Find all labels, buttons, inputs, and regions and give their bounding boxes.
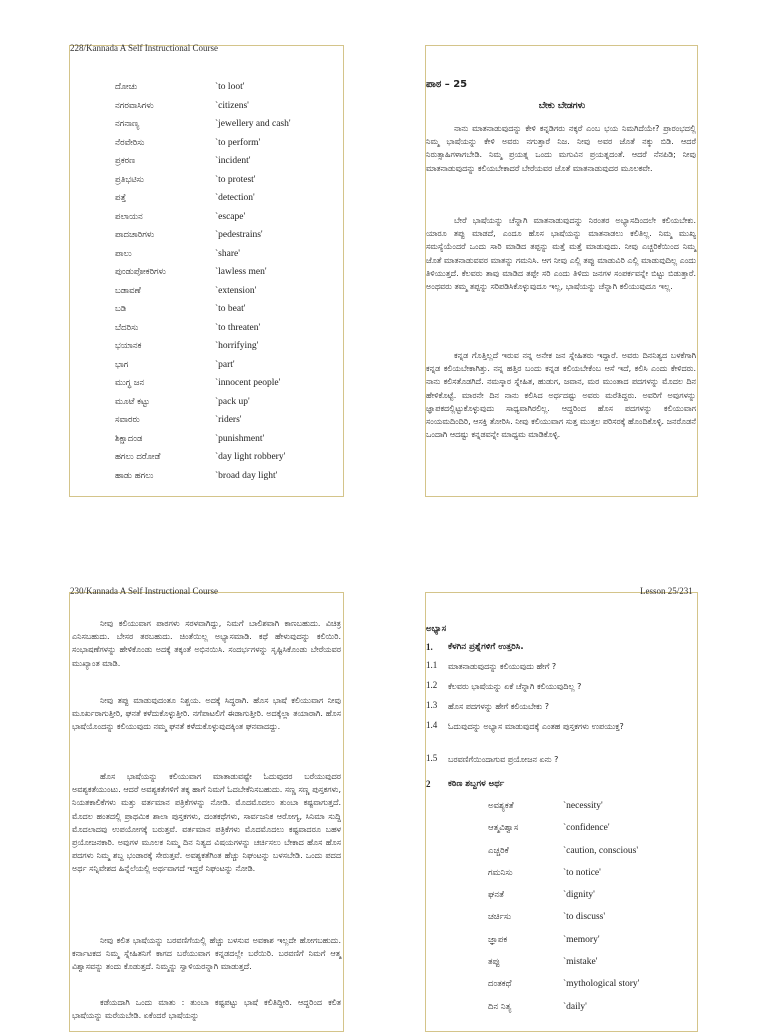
vocab-row <box>488 996 639 1018</box>
vocab-row <box>115 171 291 190</box>
vocab-row <box>115 374 291 393</box>
vocab-term: ನಗರವಾಸಿಗಳು <box>115 100 154 111</box>
vocab-list-231 <box>488 795 639 1018</box>
vocab-term: ದೋಚು <box>115 82 138 92</box>
vocab-row <box>488 973 639 995</box>
vocab-meaning: `day light robbery' <box>215 452 286 462</box>
vocab-row <box>115 226 291 245</box>
section-number: 2 <box>426 779 431 789</box>
vocab-meaning: `punishment' <box>215 433 265 444</box>
vocab-term: ಬೆದರಿಸು <box>115 322 139 333</box>
vocab-term: ಪ್ರಕರಣ <box>115 156 136 166</box>
question-text: ಓದುವುದನ್ನು ಅಭ್ಯಾಸ ಮಾಡುವುದಕ್ಕೆ ಎಂತಹ ಪುಸ್ತಕಗಳು ಉಪಯುಕ್ತ? <box>448 722 624 731</box>
vocab-row <box>488 817 639 839</box>
vocab-term: ಹಗಲು ದರೋಡೆ <box>115 452 161 462</box>
vocab-meaning: `escape' <box>215 211 246 222</box>
vocab-row <box>488 906 639 928</box>
vocab-meaning: `dignity' <box>563 890 595 901</box>
vocab-term: ಗಮನಿಸು <box>488 867 513 878</box>
question-1-2 <box>426 680 694 693</box>
vocab-row <box>115 319 291 338</box>
vocab-meaning: `daily' <box>563 1001 587 1012</box>
vocab-meaning: `caution, conscious' <box>563 845 639 856</box>
vocab-term: ಘನತೆ <box>488 890 504 901</box>
paragraph: ಕಡೆಯದಾಗಿ ಒಂದು ಮಾತು : ತುಂಬಾ ಕಷ್ಟಪಟ್ಟು ಭಾಷೆ ಕಲಿತಿದ್ದೀರಿ. ಆದ್ದರಿಂದ ಕಲಿತ ಭಾಷೆಯನ್ನು ಮರೆಯಬೇಡಿ. ಏಕೆಂದರೆ ಭಾಷೆಯನ್ನು <box>72 998 341 1021</box>
vocab-term: ಮುಗ್ಧ ಜನ <box>115 378 145 388</box>
question-1-5 <box>426 753 694 766</box>
vocab-term: ಎಚ್ಚರಿಕೆ <box>488 845 509 856</box>
vocab-term: ಆತ್ಮವಿಶ್ವಾಸ <box>488 823 519 834</box>
vocab-term: ಚರ್ಚಿಸು <box>488 912 512 923</box>
vocab-meaning: `to perform' <box>215 137 261 148</box>
vocab-meaning: `to discuss' <box>563 912 606 923</box>
vocab-term: ಬಡಿ <box>115 304 127 314</box>
vocab-meaning: `mythological story' <box>563 979 640 990</box>
section-number: 1. <box>426 642 433 652</box>
page-header-228: 228/Kannada A Self Instructional Course <box>70 43 218 53</box>
question-number: 1.2 <box>426 680 438 690</box>
vocab-term: ಜ್ಞಾಪಕ <box>488 934 508 945</box>
vocab-term: ಪಾಲು <box>115 248 132 259</box>
vocab-meaning: `to threaten' <box>215 322 261 333</box>
vocab-meaning: `horrifying' <box>215 341 259 351</box>
vocab-meaning: `to loot' <box>215 82 245 92</box>
vocab-list-228 <box>115 78 291 485</box>
vocab-term: ನಗನಾಣ್ಯ <box>115 119 140 129</box>
vocab-meaning: `innocent people' <box>215 378 281 388</box>
vocab-meaning: `detection' <box>215 193 255 203</box>
vocab-row <box>115 152 291 171</box>
vocab-term: ಪುಂಡುಪೋಕರಿಗಳು <box>115 267 166 277</box>
paragraph: ನಾನು ಮಾತನಾಡುವುದನ್ನು ಕೇಳಿ ಕನ್ನಡಿಗರು ನಕ್ಕರೆ ಎಂಬ ಭಯ ನಿಮಗಿದೆಯೇ? ಪ್ರಾರಂಭದಲ್ಲಿ ನಿಮ್ಮ ಭಾಷೆಯನ್ನು ಕೇಳಿ ಅವರು ನಗುತ್ತಾರೆ ನಿಜ. ನೀವು ಅವರ ಜೊತೆ ನಕ್ಕು ಬಿಡಿ. ಆದರೆ ನಿರುತ್ಸಾಹಿಗಳಾಗಬೇಡಿ. ನಿಮ್ಮ ಪ್ರಯತ್ನ ಒಂದು ಮಗುವಿನ ಪ್ರಯತ್ನದಂತೆ. ಆದರೆ ನೆನಪಿಡಿ; ನೀವು ಮಾತನಾಡುವುದನ್ನು ಕಲಿಯಬೇಕಾದರೆ ಬೇರೆಯವರ ಜೊತೆ ಮಾತನಾಡುವುದರ ಮೂಲಕವೇ. <box>426 124 696 173</box>
question-text: ಕೆಲವರು ಭಾಷೆಯನ್ನು ಏಕೆ ಚೆನ್ನಾಗಿ ಕಲಿಯುವುದಿಲ್ಲ ? <box>448 682 582 691</box>
vocab-row <box>115 356 291 375</box>
vocab-meaning: `memory' <box>563 934 600 945</box>
section-title: ಕಠಿಣ ಶಬ್ದಗಳ ಅರ್ಥ <box>448 779 505 789</box>
vocab-meaning: `to beat' <box>215 304 246 314</box>
question-1-1 <box>426 660 694 673</box>
vocab-row <box>115 245 291 264</box>
question-1-4 <box>426 720 694 733</box>
paragraph: ಬೇರೆ ಭಾಷೆಯನ್ನು ಚೆನ್ನಾಗಿ ಮಾತನಾಡುವುದನ್ನು ನಿರಂತರ ಅಭ್ಯಾಸದಿಂದಲೇ ಕಲಿಯಬೇಕು. ಯಾರೂ ತಪ್ಪು ಮಾಡದೆ, ಎಂದೂ ಹೊಸ ಭಾಷೆಯನ್ನು ಮಾತನಾಡಲು ಕಲಿತಿಲ್ಲ. ನಿಮ್ಮ ಮುಖ್ಯ ಸಮಸ್ಯೆಯೆಂದರೆ ಒಂದು ಸಾರಿ ಮಾಡಿದ ತಪ್ಪನ್ನು ಮತ್ತೆ ಮತ್ತೆ ಮಾಡುವುದು. ನೀವು ಎಚ್ಚರಿಕೆಯಿಂದ ನಿಮ್ಮ ಜೊತೆ ಮಾತನಾಡುವವರ ಮಾತನ್ನು ಗಮನಿಸಿ. ಆಗ ನೀವು ಎಲ್ಲಿ ತಪ್ಪು ಮಾಡುವಿರಿ ಎಲ್ಲಿ ಮಾಡುವುದಿಲ್ಲ ಎಂದು ತಿಳಿಯುತ್ತದೆ. ಕೆಲವರು ತಾವು ಮಾಡಿದ ತಪ್ಪೇ ಸರಿ ಎಂದು ತಿಳಿದು ಜನಗಳ ಸಂಪರ್ಕವನ್ನೇ ಬಿಟ್ಟು ಬಿಡುತ್ತಾರೆ. ಅಂಥವರು ತಮ್ಮ ತಪ್ಪನ್ನು ಸರಿಪಡಿಸಿಕೊಳ್ಳುವುದೂ ಇಲ್ಲ, ಭಾಷೆಯನ್ನು ಚೆನ್ನಾಗಿ ಕಲಿಯುವುದೂ ಇಲ್ಲ. <box>426 216 696 292</box>
vocab-term: ಭಯಾನಕ <box>115 341 142 351</box>
vocab-meaning: `riders' <box>215 415 242 425</box>
section-title: ಕೆಳಗಿನ ಪ್ರಶ್ನೆಗಳಿಗೆ ಉತ್ತರಿಸಿ. <box>448 642 524 652</box>
question-number: 1.5 <box>426 753 438 763</box>
vocab-term: ಅವಶ್ಯಕತೆ <box>488 801 514 811</box>
vocab-meaning: `extension' <box>215 285 257 296</box>
vocab-term: ದಿನ ನಿತ್ಯ <box>488 1001 512 1012</box>
vocab-row <box>488 951 639 973</box>
vocab-term: ಬಡಾವಣೆ <box>115 285 141 296</box>
paragraph: ನೀವು ತಪ್ಪು ಮಾಡುವುದಂತೂ ನಿಶ್ಚಯ. ಅದಕ್ಕೆ ಸಿದ್ಧರಾಗಿ. ಹೊಸ ಭಾಷೆ ಕಲಿಯುವಾಗ ನೀವು ಮೂರ್ಖರಾಗುತ್ತೀರಿ, ಘನತೆ ಕಳೆದುಕೊಳ್ಳುತ್ತೀರಿ. ನಗೆಪಾಟಲಿಗೆ ಈಡಾಗುತ್ತೀರಿ. ಅದಕ್ಕೆಲ್ಲಾ ತಯಾರಾಗಿ. ಹೊಸ ಭಾಷೆಯೊಂದನ್ನು ಕಲಿಯುವುದು ನಮ್ಮ ಘನತೆ ಕಳೆದುಕೊಳ್ಳುವುದಕ್ಕಿಂತ ಘನವಾದದ್ದು. <box>72 696 341 732</box>
vocab-row <box>488 795 639 817</box>
vocab-meaning: `share' <box>215 248 240 259</box>
question-text: ಬರವಣಿಗೆಯಿಂದಾಗುವ ಪ್ರಯೋಜನ ಏನು ? <box>448 755 559 764</box>
question-1-3 <box>426 700 694 713</box>
question-text: ಮಾತನಾಡುವುದನ್ನು ಕಲಿಯುವುದು ಹೇಗೆ ? <box>448 662 557 671</box>
vocab-row <box>488 840 639 862</box>
vocab-meaning: `part' <box>215 359 235 370</box>
vocab-term: ದಂತಕಥೆ <box>488 979 512 990</box>
paragraph: ನೀವು ಕಲಿತ ಭಾಷೆಯನ್ನು ಬರವಣಿಗೆಯಲ್ಲಿ ಹೆಚ್ಚು ಬಳಸುವ ಅವಕಾಶ ಇಲ್ಲದೇ ಹೋಗಬಹುದು. ಕರ್ನಾಟಕದ ನಿಮ್ಮ ಸ್ನೇಹಿತನಿಗೆ ಕಾಗದ ಬರೆಯುವಾಗ ಕನ್ನಡದಲ್ಲೇ ಬರೆಯಿರಿ. ಬರವಣಿಗೆ ನಿಮಗೆ ಆತ್ಮ ವಿಶ್ವಾಸವನ್ನು ತಂದು ಕೊಡುತ್ತದೆ. ನಿಮ್ಮನ್ನು ಸ್ವಾಳಿಯರನ್ನಾಗಿ ಮಾಡುತ್ತದೆ. <box>72 936 341 972</box>
vocab-row <box>115 97 291 116</box>
vocab-row <box>115 448 291 467</box>
page-header-230: 230/Kannada A Self Instructional Course <box>70 586 218 596</box>
vocab-term: ತಪ್ಪು <box>488 957 501 968</box>
vocab-meaning: `broad day light' <box>215 470 278 481</box>
vocab-term: ಪಾದಚಾರಿಗಳು <box>115 230 155 240</box>
vocab-meaning: `pack up' <box>215 396 250 407</box>
vocab-row <box>115 430 291 449</box>
vocab-row <box>115 208 291 227</box>
exercise-heading: ಅಭ್ಯಾಸ <box>426 624 447 634</box>
vocab-term: ಪ್ರತಿಭಟಿಸು <box>115 174 144 185</box>
vocab-row <box>115 78 291 97</box>
vocab-term: ಮೂಟೆ ಕಟ್ಟು <box>115 396 150 407</box>
vocab-meaning: `incident' <box>215 156 251 166</box>
vocab-meaning: `to protest' <box>215 174 256 185</box>
section-heading-2 <box>426 779 504 789</box>
vocab-row <box>115 300 291 319</box>
vocab-term: ಪಲಾಯನ <box>115 211 143 222</box>
vocab-term: ಹಾಡು ಹಗಲು <box>115 470 154 481</box>
vocab-term: ಶಿಕ್ಷಾದಂಡ <box>115 433 143 444</box>
vocab-row <box>115 393 291 412</box>
question-number: 1.4 <box>426 720 438 730</box>
vocab-term: ಭಾಗ <box>115 359 129 370</box>
vocab-meaning: `mistake' <box>563 957 598 968</box>
question-number: 1.1 <box>426 660 438 670</box>
vocab-term: ನೆರವೇರಿಸು <box>115 137 145 148</box>
section-heading-1 <box>426 642 524 652</box>
lesson-title: ಪಾಠ – 25 <box>426 79 468 90</box>
question-number: 1.3 <box>426 700 438 710</box>
vocab-meaning: `confidence' <box>563 823 610 834</box>
vocab-row <box>115 411 291 430</box>
vocab-meaning: `lawless men' <box>215 267 267 277</box>
vocab-meaning: `necessity' <box>563 801 603 811</box>
paragraph: ಹೊಸ ಭಾಷೆಯನ್ನು ಕಲಿಯುವಾಗ ಮಾತಾಡುವಷ್ಟೇ ಓದುವುದರ ಬರೆಯುವುದರ ಅವಶ್ಯಕತೆಯುಂಟು. ಆದರೆ ಅವಶ್ಯಕತೆಗಳಿಗೆ ತಕ್ಕ ಹಾಗೆ ನಿಮಗೆ ಓದಬೇಕೆನಿಸಬಹುದು. ಸಣ್ಣ ಸಣ್ಣ ಪುಸ್ತಕಗಳು, ನಿಯತಕಾಲಿಕೆಗಳು ಮತ್ತು ವರ್ತಮಾನ ಪತ್ರಿಕೆಗಳನ್ನು ನೋಡಿ. ಮೊದಮೊದಲು ತುಂಬಾ ಕಷ್ಟವಾಗುತ್ತದೆ. ಮೊದಲ ಹಂತದಲ್ಲಿ ಪ್ರಾಥಮಿಕ ಶಾಲಾ ಪುಸ್ತಕಗಳು, ದಂತಕಥೆಗಳು, ಸಾರ್ವಜನಿಕ ಆರೋಗ್ಯ, ಸಿನಿಮಾ ಸುದ್ದಿ ಮೊದಲಾದವು ಉಪಯೋಗಕ್ಕೆ ಬರುತ್ತವೆ. ವರ್ತಮಾನ ಪತ್ರಿಕೆಗಳು ಮೊದಮೊದಲು ಕಷ್ಟವಾದರೂ ಬಹಳ ಪ್ರಯೋಜನಕಾರಿ. ಅವುಗಳ ಮೂಲಕ ನಿಮ್ಮ ದಿನ ನಿತ್ಯದ ವಿಷಯಗಳನ್ನು ಚರ್ಚಿಸಲು ಬೇಕಾದ ಹೊಸ ಹೊಸ ಪದಗಳು ನಿಮ್ಮ ಶಬ್ದ ಭಂಡಾರಕ್ಕೆ ಸೇರುತ್ತವೆ. ಅವಶ್ಯಕತೆಗಿಂತ ಹೆಚ್ಚು ನಿಘಂಟನ್ನು ಬಳಸಬೇಡಿ. ಒಂದು ಪದದ ಅರ್ಥ ಸನ್ನಿವೇಶದ ಹಿನ್ನೆಲೆಯಲ್ಲಿ ಅರ್ಥವಾಗದೆ ಇದ್ದರೆ ನಿಘಂಟನ್ನು ನೋಡಿ. <box>72 772 341 874</box>
vocab-row <box>115 337 291 356</box>
paragraph: ಕನ್ನಡ ಗೊತ್ತಿಲ್ಲದೆ ಇರುವ ನನ್ನ ಅನೇಕ ಜನ ಸ್ನೇಹಿತರು ಇದ್ದಾರೆ. ಅವರು ದಿನನಿತ್ಯದ ಬಳಕೆಗಾಗಿ ಕನ್ನಡ ಕಲಿಯಬೇಕಾಗಿತ್ತು. ನನ್ನ ಹತ್ತಿರ ಬಂದು ಕನ್ನಡ ಕಲಿಯಬೇಕೆಂಬ ಆಸೆ ಇದೆ, ಕಲಿಸಿ ಎಂದು ಕೇಳಿದರು. ನಾನು ಕಲಿಸತೊಡಗಿದೆ. ನಮಸ್ಕಾರ ಸ್ನೇಹಿತ, ಹುಡುಗ, ಜವಾನ, ಮರ ಮುಂತಾದ ಪದಗಳನ್ನು ಮೊದಲ ದಿನ ಹೇಳಿಕೊಟ್ಟೆ. ಮಾರನೇ ದಿನ ನಾನು ಕಲಿಸಿದ ಅರ್ಧದಷ್ಟು ಅವರು ಮರೆತಿದ್ದರು. ಅವರಿಗೆ ಅವುಗಳನ್ನು ಜ್ಞಾಪಕದಲ್ಲಿಟ್ಟುಕೊಳ್ಳುವುದು ಸಾಧ್ಯವಾಗಿರಲಿಲ್ಲ. ಆದ್ದರಿಂದ ಹೊಸ ಪದಗಳನ್ನು ಕಲಿಯುವಾಗ ಸಂಯಮದಿಂದಿರಿ, ಆಸಕ್ತಿ ತೋರಿಸಿ. ನೀವು ಕಲಿಯುವಾಗ ಸುತ್ತ ಮುತ್ತಲ ಪರಿಸರಕ್ಕೆ ಹೊಂದಿಕೊಳ್ಳಿ. ಜನರೊಡನೆ ಒಂದಾಗಿ ಆದಷ್ಟು ಕನ್ನಡವನ್ನೇ ಮಾಧ್ಯಮ ಮಾಡಿಕೊಳ್ಳಿ. <box>426 351 696 440</box>
vocab-row <box>115 134 291 153</box>
vocab-meaning: `pedestrains' <box>215 230 263 240</box>
vocab-row <box>115 189 291 208</box>
vocab-term: ಪತ್ತೆ <box>115 193 127 203</box>
vocab-row <box>115 282 291 301</box>
page-header-231: Lesson 25/231 <box>640 586 693 596</box>
vocab-row <box>488 884 639 906</box>
vocab-row <box>115 115 291 134</box>
paragraph: ನೀವು ಕಲಿಯುವಾಗ ಪಾಠಗಳು ಸರಳವಾಗಿದ್ದು, ನಿಮಗೆ ಬಾಲಿಶವಾಗಿ ಕಾಣಬಹುದು. ವಿಚಿತ್ರ ಎನಿಸಬಹುದು. ಬೇಸರ ತರಬಹುದು. ಚಿಂತೆಯಿಲ್ಲ ಅಭ್ಯಾಸಮಾಡಿ. ಕಥೆ ಹೇಳುವುದನ್ನು ಕಲಿಯಿರಿ. ಸಂಭಾಷಣೆಗಳನ್ನು ಹೇಳಿಕೊಂಡು ಅದಕ್ಕೆ ತಕ್ಕಂತೆ ಅಭಿನಯಿಸಿ. ಸಂದರ್ಭಗಳನ್ನು ಸೃಷ್ಟಿಸಿಕೊಂಡು ಬೇರೆಯವರ ಮುಖ್ಯಾಂತ ಮಾಡಿ. <box>72 619 341 668</box>
vocab-term: ಸವಾರರು <box>115 415 140 425</box>
lesson-subtitle: ಬೇಕು ಬೇಡಗಳು <box>538 101 586 111</box>
vocab-meaning: `to notice' <box>563 867 601 878</box>
vocab-meaning: `citizens' <box>215 100 249 111</box>
vocab-row <box>488 862 639 884</box>
question-text: ಹೊಸ ಪದಗಳನ್ನು ಹೇಗೆ ಕಲಿಯಬೇಕು ? <box>448 702 549 711</box>
vocab-row <box>115 263 291 282</box>
vocab-meaning: `jewellery and cash' <box>215 119 291 129</box>
vocab-row <box>488 929 639 951</box>
vocab-row <box>115 467 291 486</box>
